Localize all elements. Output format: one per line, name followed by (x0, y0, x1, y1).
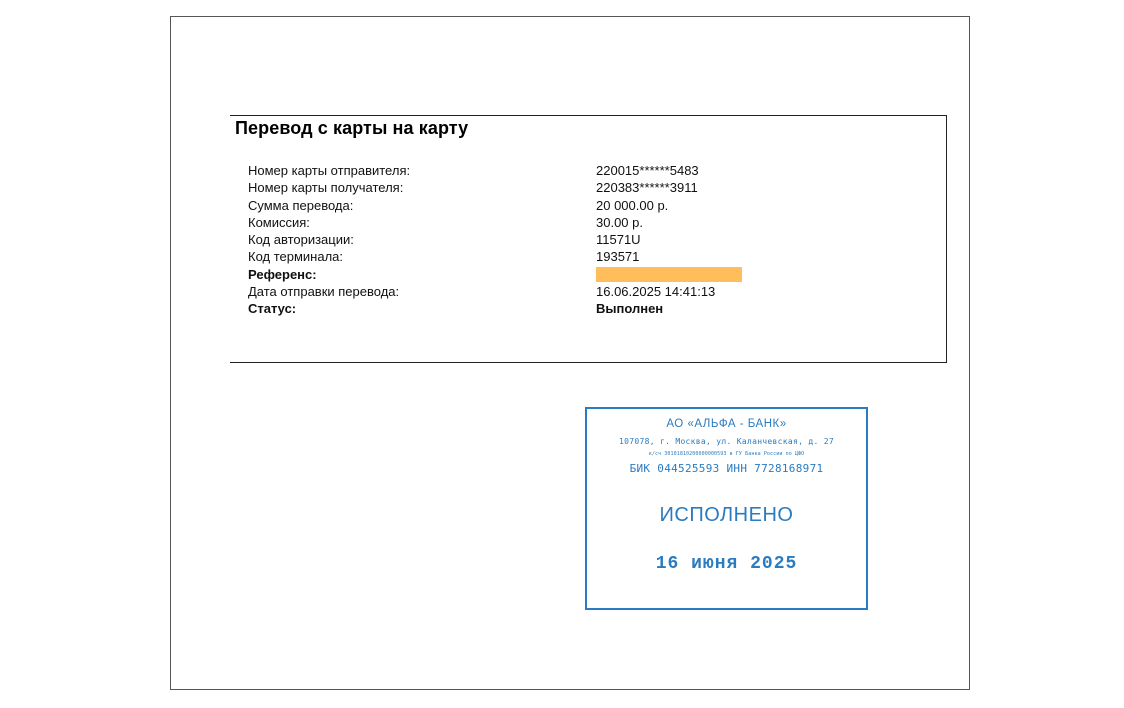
row-auth-code (248, 231, 938, 248)
status-value: Выполнен (596, 301, 664, 317)
terminal-code-label: Код терминала: (248, 249, 344, 265)
stamp-address: 107078, г. Москва, ул. Каланчевская, д. 27 (619, 437, 834, 446)
terminal-code-value: 193571 (596, 249, 640, 265)
bank-stamp (585, 407, 868, 610)
sender-card-value: 220015******5483 (596, 163, 699, 178)
send-date-label: Дата отправки перевода: (248, 284, 400, 300)
document-page (170, 16, 970, 690)
stamp-date: 16 июня 2025 (655, 554, 798, 574)
row-commission (248, 214, 938, 231)
recipient-card-label: Номер карты получателя: (248, 180, 404, 196)
sender-card-label: Номер карты отправителя: (248, 163, 411, 178)
row-sender-card (248, 162, 938, 179)
status-label: Статус: (248, 301, 297, 317)
row-send-date (248, 283, 938, 300)
reference-redaction (596, 267, 742, 282)
row-amount (248, 197, 938, 214)
auth-code-label: Код авторизации: (248, 232, 354, 248)
recipient-card-value: 220383******3911 (596, 180, 698, 196)
stamp-account: к/сч 30101810200000000593 в ГУ Банка России по ЦФО (648, 451, 805, 457)
receipt-details (248, 162, 938, 318)
receipt-title: Перевод с карты на карту (235, 118, 469, 138)
amount-value: 20 000.00 р. (596, 197, 669, 213)
commission-value: 30.00 р. (596, 214, 643, 230)
row-terminal-code (248, 248, 938, 265)
row-status (248, 300, 938, 317)
transfer-receipt (230, 115, 947, 363)
auth-code-value: 11571U (596, 232, 641, 248)
row-reference (248, 266, 938, 283)
reference-label: Референс: (248, 266, 317, 282)
send-date-value: 16.06.2025 14:41:13 (596, 284, 716, 300)
stamp-bank-codes: БИК 044525593 ИНН 7728168971 (629, 462, 824, 475)
commission-label: Комиссия: (248, 214, 310, 230)
stamp-bank-name: АО «АЛЬФА - БАНК» (666, 418, 787, 430)
amount-label: Сумма перевода: (248, 197, 354, 213)
row-recipient-card (248, 179, 938, 196)
stamp-status: ИСПОЛНЕНО (659, 504, 794, 526)
